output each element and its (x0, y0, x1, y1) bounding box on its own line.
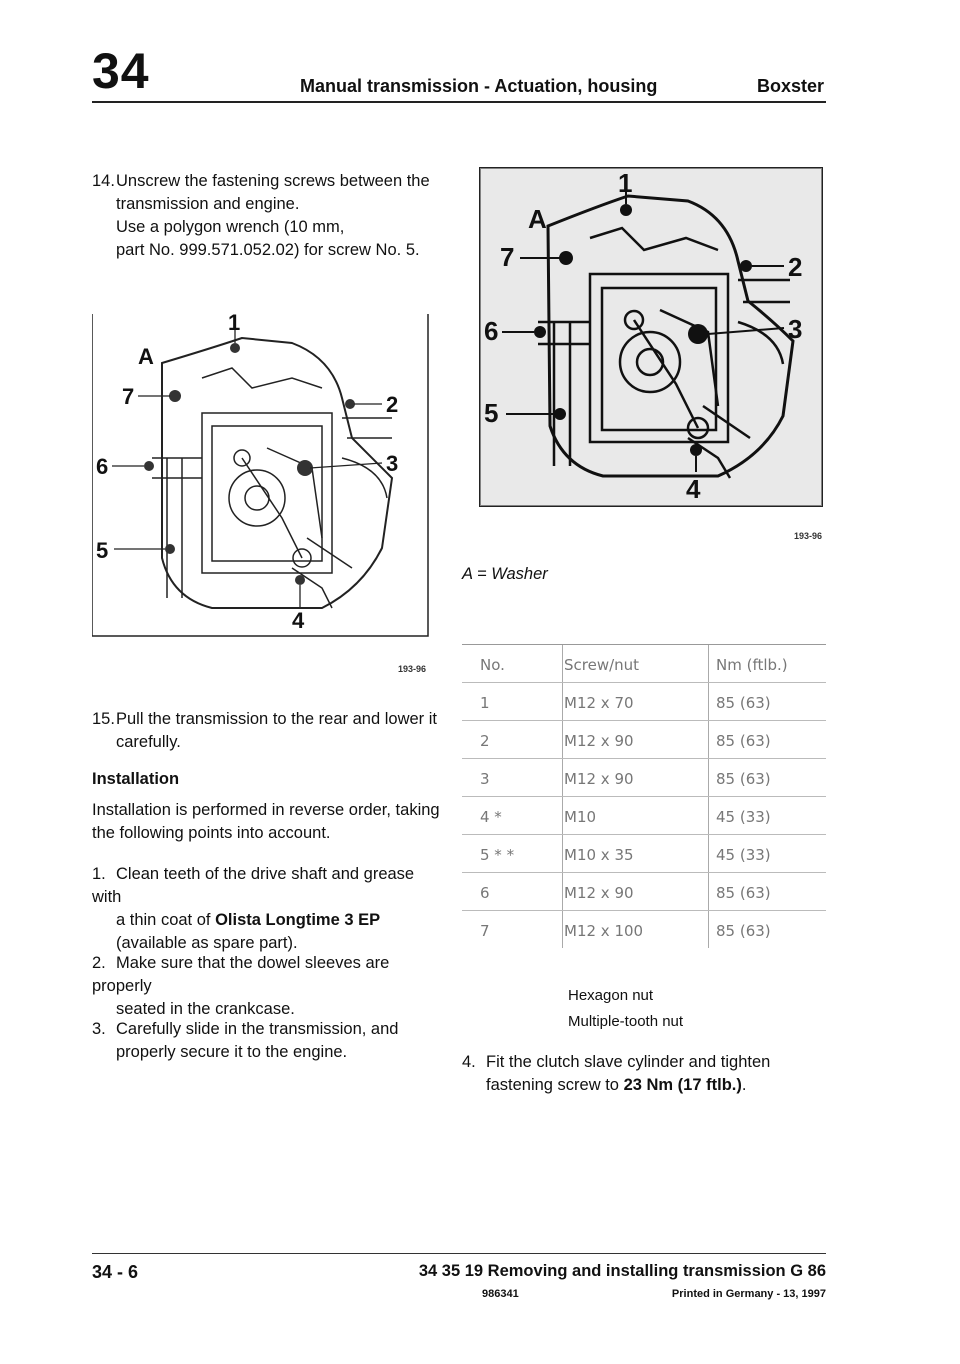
figure-caption: A = Washer (462, 565, 548, 583)
installation-intro: Installation is performed in reverse order, taking the following points into account. (92, 801, 440, 842)
figure-label-2: 2 (386, 392, 399, 417)
table-row: 3 M12 x 90 85 (63) (462, 759, 826, 797)
figure-code-left: 193-96 (398, 664, 427, 674)
transmission-drawing (92, 308, 430, 638)
photo-label-7: 7 (500, 242, 515, 272)
photo-label-6: 6 (484, 316, 499, 346)
figure-label-1: 1 (228, 310, 241, 335)
figure-label-4: 4 (292, 608, 305, 633)
footer-rule (92, 1253, 826, 1254)
step-number: 3. (92, 1020, 106, 1038)
table-row: 6 M12 x 90 85 (63) (462, 873, 826, 911)
photo-label-a: A (528, 204, 547, 234)
page-number: 34 - 6 (92, 1262, 139, 1282)
step-3: 3. Carefully slide in the transmission, and properly secure it to the engine. (92, 1020, 399, 1061)
transmission-figure-left (92, 308, 430, 638)
figure-label-6: 6 (96, 454, 109, 479)
transmission-figure-right (478, 166, 824, 510)
photo-label-4: 4 (686, 474, 701, 504)
figure-code-right: 193-96 (794, 531, 823, 541)
header-rule (92, 101, 826, 103)
torque-table (462, 644, 826, 948)
print-info: Printed in Germany - 13, 1997 (671, 1288, 826, 1300)
step-number: 14. (92, 172, 115, 190)
torque-value: 23 Nm (17 ftlb.) (623, 1076, 742, 1094)
step-number: 2. (92, 954, 106, 972)
header-screw: Screw/nut (564, 656, 640, 674)
photo-label-3: 3 (788, 314, 803, 344)
header-title: Manual transmission - Actuation, housing (300, 76, 658, 96)
footnote-multiple-tooth: Multiple-tooth nut (568, 1013, 684, 1030)
table-row: 1 M12 x 70 85 (63) (462, 683, 826, 721)
header-torque: Nm (ftlb.) (716, 656, 788, 674)
figure-label-7: 7 (122, 384, 135, 409)
figure-label-3: 3 (386, 451, 399, 476)
step-15: 15.Pull the transmission to the rear and lower it carefully. (92, 710, 437, 751)
photo-label-2: 2 (788, 252, 803, 282)
step-1: 1. Clean teeth of the drive shaft and grease with a thin coat of Olista Longtime 3 EP (available as spare part). (92, 865, 415, 952)
table-row: 4 * M10 45 (33) (462, 797, 826, 835)
footer-title: 34 35 19 Removing and installing transmission G 86 (418, 1262, 826, 1280)
photo-label-5: 5 (484, 398, 499, 428)
product-name: Olista Longtime 3 EP (215, 911, 381, 929)
step-2: 2. Make sure that the dowel sleeves are properly seated in the crankcase. (92, 954, 390, 1018)
table-row: 5 * * M10 x 35 45 (33) (462, 835, 826, 873)
header-model: Boxster (756, 76, 824, 96)
step-4: 4. Fit the clutch slave cylinder and tighten fastening screw to 23 Nm (17 ftlb.). (462, 1053, 771, 1094)
chapter-number: 34 (92, 43, 150, 99)
header-no: No. (480, 656, 505, 674)
step-number: 1. (92, 865, 106, 883)
photo-label-1: 1 (618, 168, 633, 198)
figure-label-a: A (138, 344, 154, 369)
table-row: 2 M12 x 90 85 (63) (462, 721, 826, 759)
document-number: 986341 (482, 1288, 519, 1300)
footnote-hexagon: Hexagon nut (568, 987, 654, 1004)
transmission-photo-drawing (478, 166, 824, 510)
step-number: 15. (92, 710, 115, 728)
step-14: 14.Unscrew the fastening screws between the transmission and engine. Use a polygon wrench (10 mm, part No. 999.571.052.02) for screw No. 5. (92, 172, 430, 259)
installation-heading: Installation (92, 770, 180, 788)
table-row: 7 M12 x 100 85 (63) (462, 911, 826, 948)
step-number: 4. (462, 1053, 476, 1071)
table-header-row (462, 644, 826, 683)
figure-label-5: 5 (96, 538, 109, 563)
